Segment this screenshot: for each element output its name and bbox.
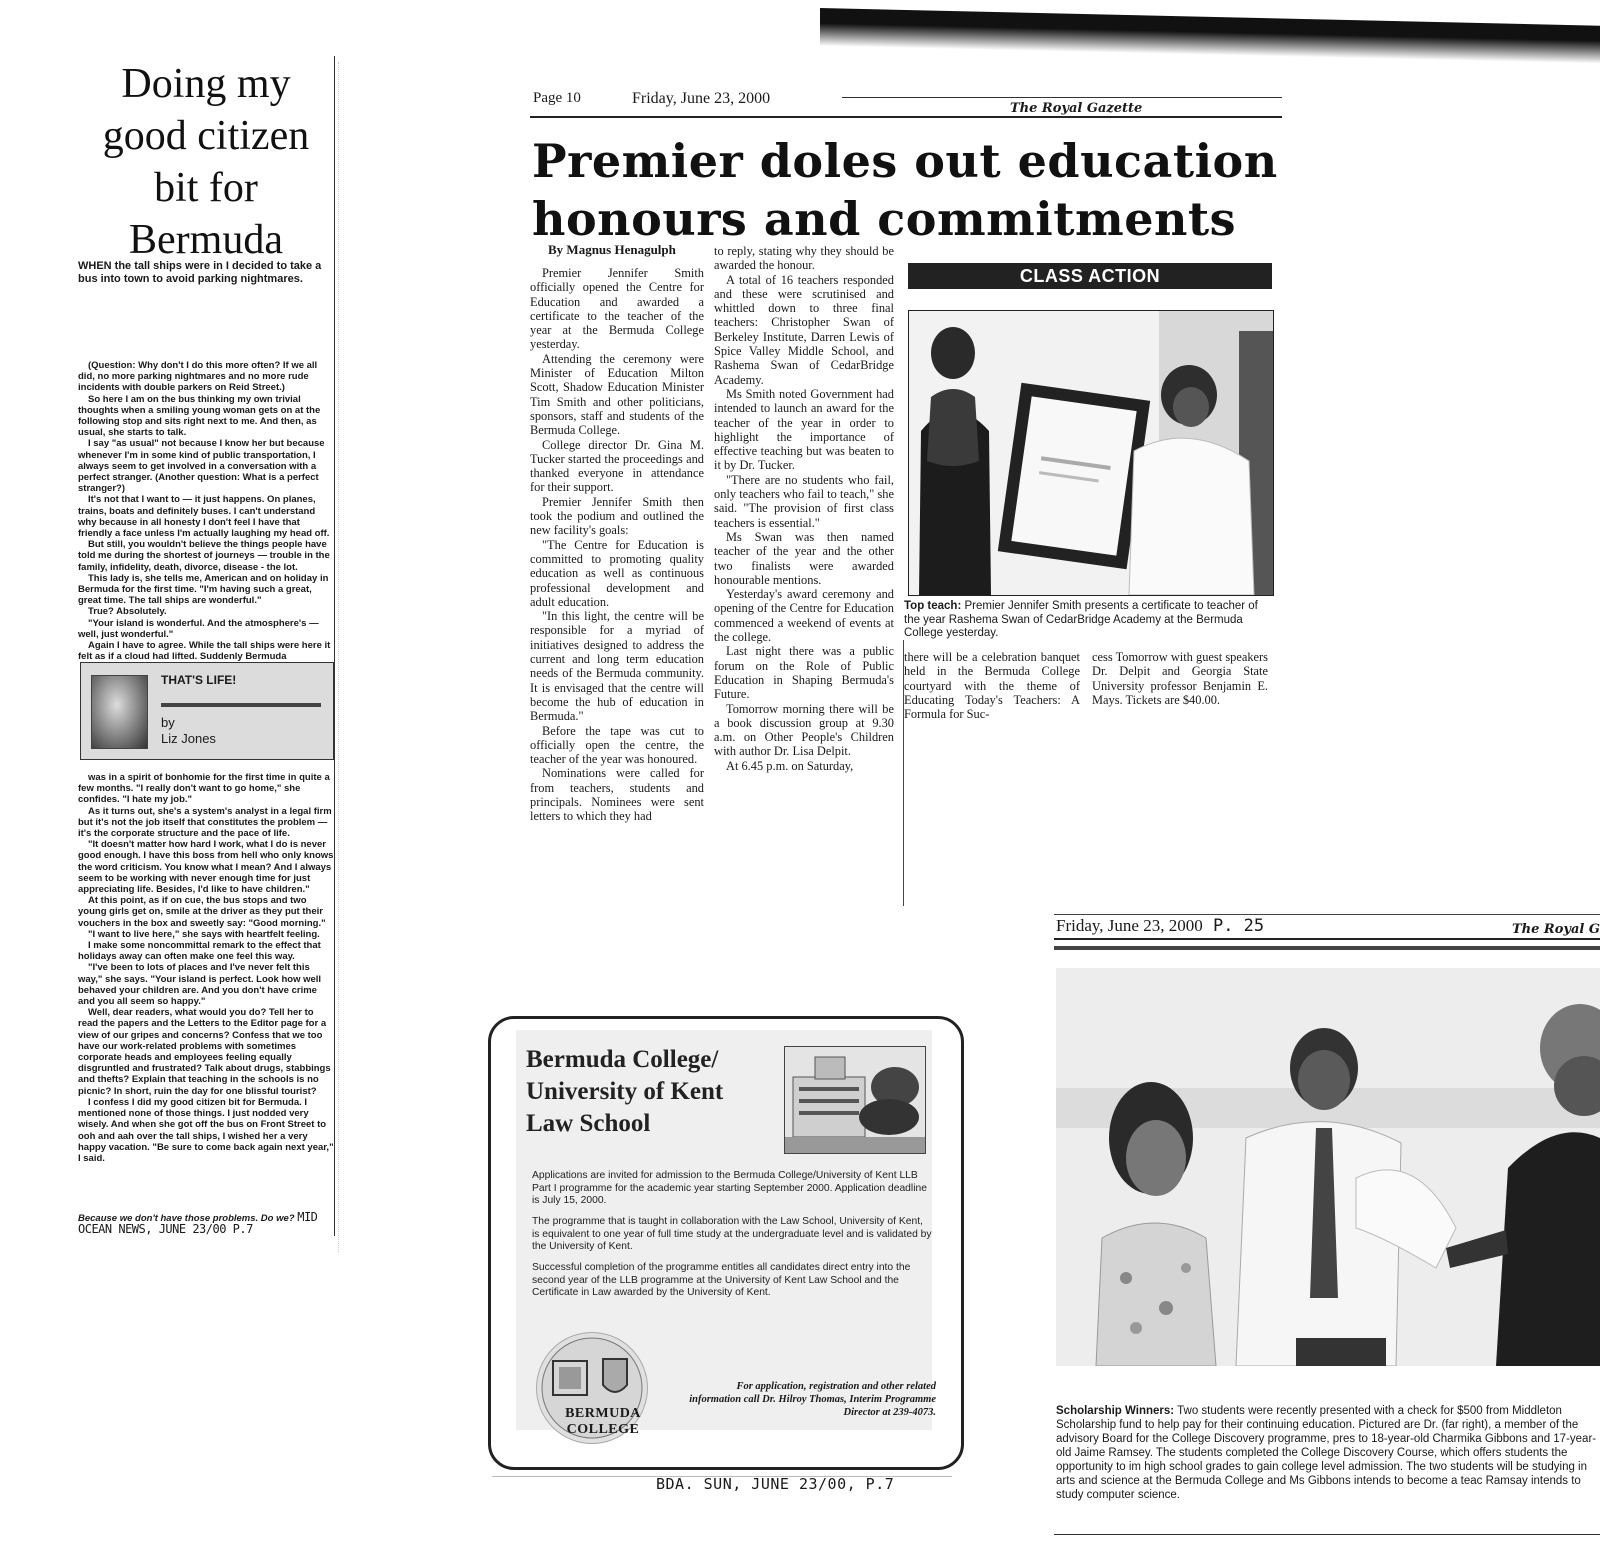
paragraph: "In this light, the centre will be responsible for a myriad of initiatives designed to address the current and long term education needs of the Bermuda community. It is envisaged that the centre will become the hub of education in Bermuda." [530, 609, 704, 724]
paragraph: True? Absolutely. [88, 606, 167, 618]
class-action-label: CLASS ACTION [908, 263, 1272, 289]
paragraph: "There are no students who fail, only teachers who fail to teach," she said. "The provision of first class teachers is essential." [714, 472, 894, 530]
newspaper-name: The Royal Gazette [1010, 101, 1143, 116]
caption-text: Two students were recently presented with a check for $500 from Middleton Scholarship fund to help pay for their continuing education. Pictured are Dr. (far right), a member of the advisory Board for the College Discovery programme, pres to 18-year-old Charmika Gibbons and 17-year-old Jaime Ramsey. The students completed the College Discovery Course, which offers students the opportunity to im high school grades to gain college level admission. The two students will be studying in arts and science at the Bermuda College and Ms Gibbons intends to become a teac Ramsay intends to study computer science. [1056, 1405, 1597, 1501]
scan-shadow-edge [820, 8, 1600, 64]
newspaper-name: The Royal G [1512, 922, 1600, 937]
left-article-title: Doing my good citizen bit for Bermuda [102, 61, 310, 263]
paragraph: Before the tape was cut to officially open the centre, the teacher of the year was honoured. [530, 723, 704, 767]
page-number: Page 10 [533, 90, 581, 106]
photo-caption [1056, 1404, 1600, 1502]
college-logo-wordmark: BERMUDA COLLEGE [565, 1406, 641, 1437]
scan-background [0, 0, 1600, 14]
article-byline: By Magnus Henagulph [548, 242, 676, 257]
paragraph: Ms Swan was then named teacher of the year and the other two finalists were awarded honourable mentions. [714, 529, 894, 587]
paragraph: I say "as usual" not because I know her but because whenever I'm in some kind of public transportation, I always seem to get involved in a conversation with a perfect stranger. (Another question: What is a perfect stranger?) [78, 438, 325, 495]
article-column-3b: cess Tomorrow with guest speakers Dr. Delpit and Georgia State University professor Benjamin E. Mays. Tickets are $40.00. [1092, 650, 1268, 707]
left-article-body-top [78, 360, 336, 662]
paragraph: to reply, stating why they should be awarded the honour. [714, 244, 894, 273]
paragraph: Yesterday's award ceremony and opening of the Centre for Education commenced a weekend of events at the college. [714, 587, 894, 645]
photo-caption [904, 600, 1274, 641]
paragraph: A total of 16 teachers responded and these were scrutinised and whittled down to three final teachers: Christopher Swan of Berkeley Institute, Darren Lewis of Spice Valley Middle School, and Rashema Swan of CedarBridge Academy. [714, 272, 894, 387]
left-article-intro: WHEN the tall ships were in I decided to take a bus into town to avoid parking nightmares. [78, 260, 322, 285]
paragraph: "I've been to lots of places and I've never felt this way," she says. "Your island is perfect. Look how well behaved your children are. And you don't have crime and you all seem so happy." [78, 962, 322, 1008]
handwritten-source-note: MID OCEAN NEWS, JUNE 23/00 P.7 [78, 1210, 318, 1236]
award-photo-illustration [909, 311, 1273, 595]
left-article-signoff [78, 1212, 336, 1236]
ad-paragraph-2: The programme that is taught in collaboration with the Law School, University of Kent, is equivalent to one year of full time study at the undergraduate level and is validated by the University of Kent. [532, 1216, 932, 1253]
building-illustration [785, 1047, 925, 1153]
column-badge-head: THAT'S LIFE! [161, 673, 237, 687]
header-rule [1054, 914, 1600, 915]
paragraph: College director Dr. Gina M. Tucker started the proceedings and thanked everyone in attendance for their support. [530, 437, 704, 495]
ad-contact-info: For application, registration and other related information call Dr. Hilroy Thomas, Interim Programme Director at 239-4073. [689, 1381, 936, 1418]
paragraph: I make some noncommittal remark to the effect that holidays away can often make one feel this way. [78, 940, 321, 963]
paragraph: was in a spirit of bonhomie for the first time in quite a few months. "I really don't want to go home," she confides. "I hate my job." [78, 772, 330, 806]
author-photo [91, 675, 148, 749]
column-badge-byline [161, 715, 216, 747]
column-badge [80, 662, 334, 760]
paragraph: Tomorrow morning there will be a book discussion group at 9.30 a.m. on Other People's Children with author Dr. Lisa Delpit. [714, 701, 894, 759]
article-column-3a: there will be a celebration banquet held in the Bermuda College courtyard with the theme of Educating Today's Teachers: A Formula for Suc- [904, 650, 1080, 722]
paragraph: At 6.45 p.m. on Saturday, [726, 758, 854, 773]
paragraph: "It doesn't matter how hard I work, what I do is never good enough. I have this boss from hell who only knows the word criticism. You know what I mean? And I always seem to be working with never enough time for just appreciating life. Besides, I'd like to have children." [78, 839, 334, 896]
paragraph: (Question: Why don't I do this more often? If we all did, no more parking nightmares and no more rude incidents with double parkers on Reid Street.) [78, 360, 318, 394]
college-building-photo [784, 1046, 926, 1154]
scholarship-photo-illustration [1056, 968, 1600, 1366]
column-badge-rule [161, 703, 321, 707]
paragraph: So here I am on the bus thinking my own trivial thoughts when a smiling young woman gets on at the following stop and sits right next to me. And then, as usual, she starts to talk. [78, 393, 321, 439]
paragraph: Nominations were called for from teachers, students and principals. Nominees were sent letters to which they had [530, 766, 704, 824]
left-article-body-bottom [78, 772, 336, 1164]
caption-lead: Scholarship Winners: [1056, 1405, 1175, 1417]
caption-lead: Top teach: [904, 600, 962, 612]
header-rule [842, 97, 1282, 98]
paragraph: This lady is, she tells me, American and on holiday in Bermuda for the first time. "I'm having such a great, great time. The tall ships are wonderful." [78, 572, 329, 607]
ad-title: Bermuda College/ University of Kent Law School [526, 1046, 724, 1137]
paragraph: But still, you wouldn't believe the things people have told me during the shortest of journeys — trouble in the family, infidelity, death, divorce, disease - the lot. [78, 539, 330, 573]
paragraph: I confess I did my good citizen bit for Bermuda. I mentioned none of those things. I just nodded very wisely. And when she got off the bus on Front Street to ooh and aah over the tall ships, I wished her a very happy vacation. "Be sure to come back again next year," I said. [78, 1096, 334, 1164]
signoff-text: Because we don't have those problems. Do we? [78, 1213, 295, 1224]
paragraph: As it turns out, she's a system's analyst in a legal firm but it's not the job itself that constitutes the problem — it's the corporate structure and the pace of life. [78, 805, 332, 840]
handwritten-source-note: BDA. SUN, JUNE 23/00, P.7 [656, 1475, 895, 1493]
paragraph: Well, dear readers, what would you do? Tell her to read the papers and the Letters to the Editor page for a view of our gripes and concerns? Confess that we too have our work-related problems with sometimes corporate heads and employees feeling equally disgruntled and frustrated? Talk about drugs, stabbings and thefts? Explain that teaching in the schools is no picnic? In short, ruin the day for one blissful tourist? [78, 1007, 331, 1097]
article-column-1 [530, 266, 704, 824]
paragraph: It's not that I want to — it just happens. On planes, trains, boats and definitely buses. I can't understand why because in all honesty I don't feel I have that friendly a face unless I'm actually laughing my head off. [78, 494, 330, 540]
issue-date-text: Friday, June 23, 2000 [1056, 916, 1203, 935]
margin-gutter [338, 62, 361, 1252]
paragraph: "The Centre for Education is committed to promoting quality education as well as continuous professional development and adult education. [530, 537, 704, 609]
by-label: by [161, 715, 175, 730]
ad-paragraph-1: Applications are invited for admission to the Bermuda College/University of Kent LLB Part I programme for the academic year starting September 2000. Application deadline is July 15, 2000. [532, 1170, 927, 1207]
paragraph: Premier Jennifer Smith then took the podium and outlined the new facility's goals: [530, 494, 704, 538]
header-rule [1054, 946, 1600, 950]
issue-date [1056, 916, 1264, 936]
header-rule [530, 116, 1282, 118]
paragraph: At this point, as if on cue, the bus stops and two young girls get on, smile at the driver as they put their vouchers in the box and sweetly say: "Good morning." [78, 895, 326, 929]
author-name: Liz Jones [161, 731, 216, 746]
paragraph: Premier Jennifer Smith officially opened the Centre for Education and awarded a certificate to the teacher of the year at the Bermuda College yesterday. [530, 266, 704, 352]
award-photo [908, 310, 1274, 596]
paragraph: Again I have to agree. While the tall ships were here it felt as if a cloud had lifted. Suddenly Bermuda [78, 640, 331, 663]
article-column-2 [714, 244, 894, 773]
paragraph: "Your island is wonderful. And the atmosphere's — well, just wonderful." [78, 617, 319, 640]
paragraph: "I want to live here," she says with heartfelt feeling. [88, 928, 320, 940]
header-rule [1054, 938, 1600, 940]
article-headline: Premier doles out education honours and commitments [532, 134, 1278, 246]
footer-rule [1054, 1534, 1600, 1535]
paragraph: Ms Smith noted Government had intended to launch an award for the teacher of the year in order to highlight the importance of effective teaching but was beaten to it by Dr. Tucker. [714, 386, 894, 473]
ad-paragraph-3: Successful completion of the programme entitles all candidates direct entry into the second year of the LLB programme at the University of Kent Law School and the Certificate in Law awarded by the University of Kent. [532, 1262, 911, 1299]
issue-date: Friday, June 23, 2000 [632, 90, 771, 107]
paragraph: Attending the ceremony were Minister of Education Milton Scott, Shadow Education Minister Tim Smith and other politicians, sponsors, staff and students of the Bermuda College. [530, 351, 704, 438]
handwritten-page-note: P. 25 [1212, 916, 1265, 936]
paragraph: Last night there was a public forum on the Role of Public Education in Shaping Bermuda's Future. [714, 644, 894, 702]
scholarship-photo [1056, 968, 1600, 1366]
caption-text: Premier Jennifer Smith presents a certificate to teacher of the year Rashema Swan of CedarBridge Academy at the Bermuda College yesterday. [904, 600, 1258, 639]
